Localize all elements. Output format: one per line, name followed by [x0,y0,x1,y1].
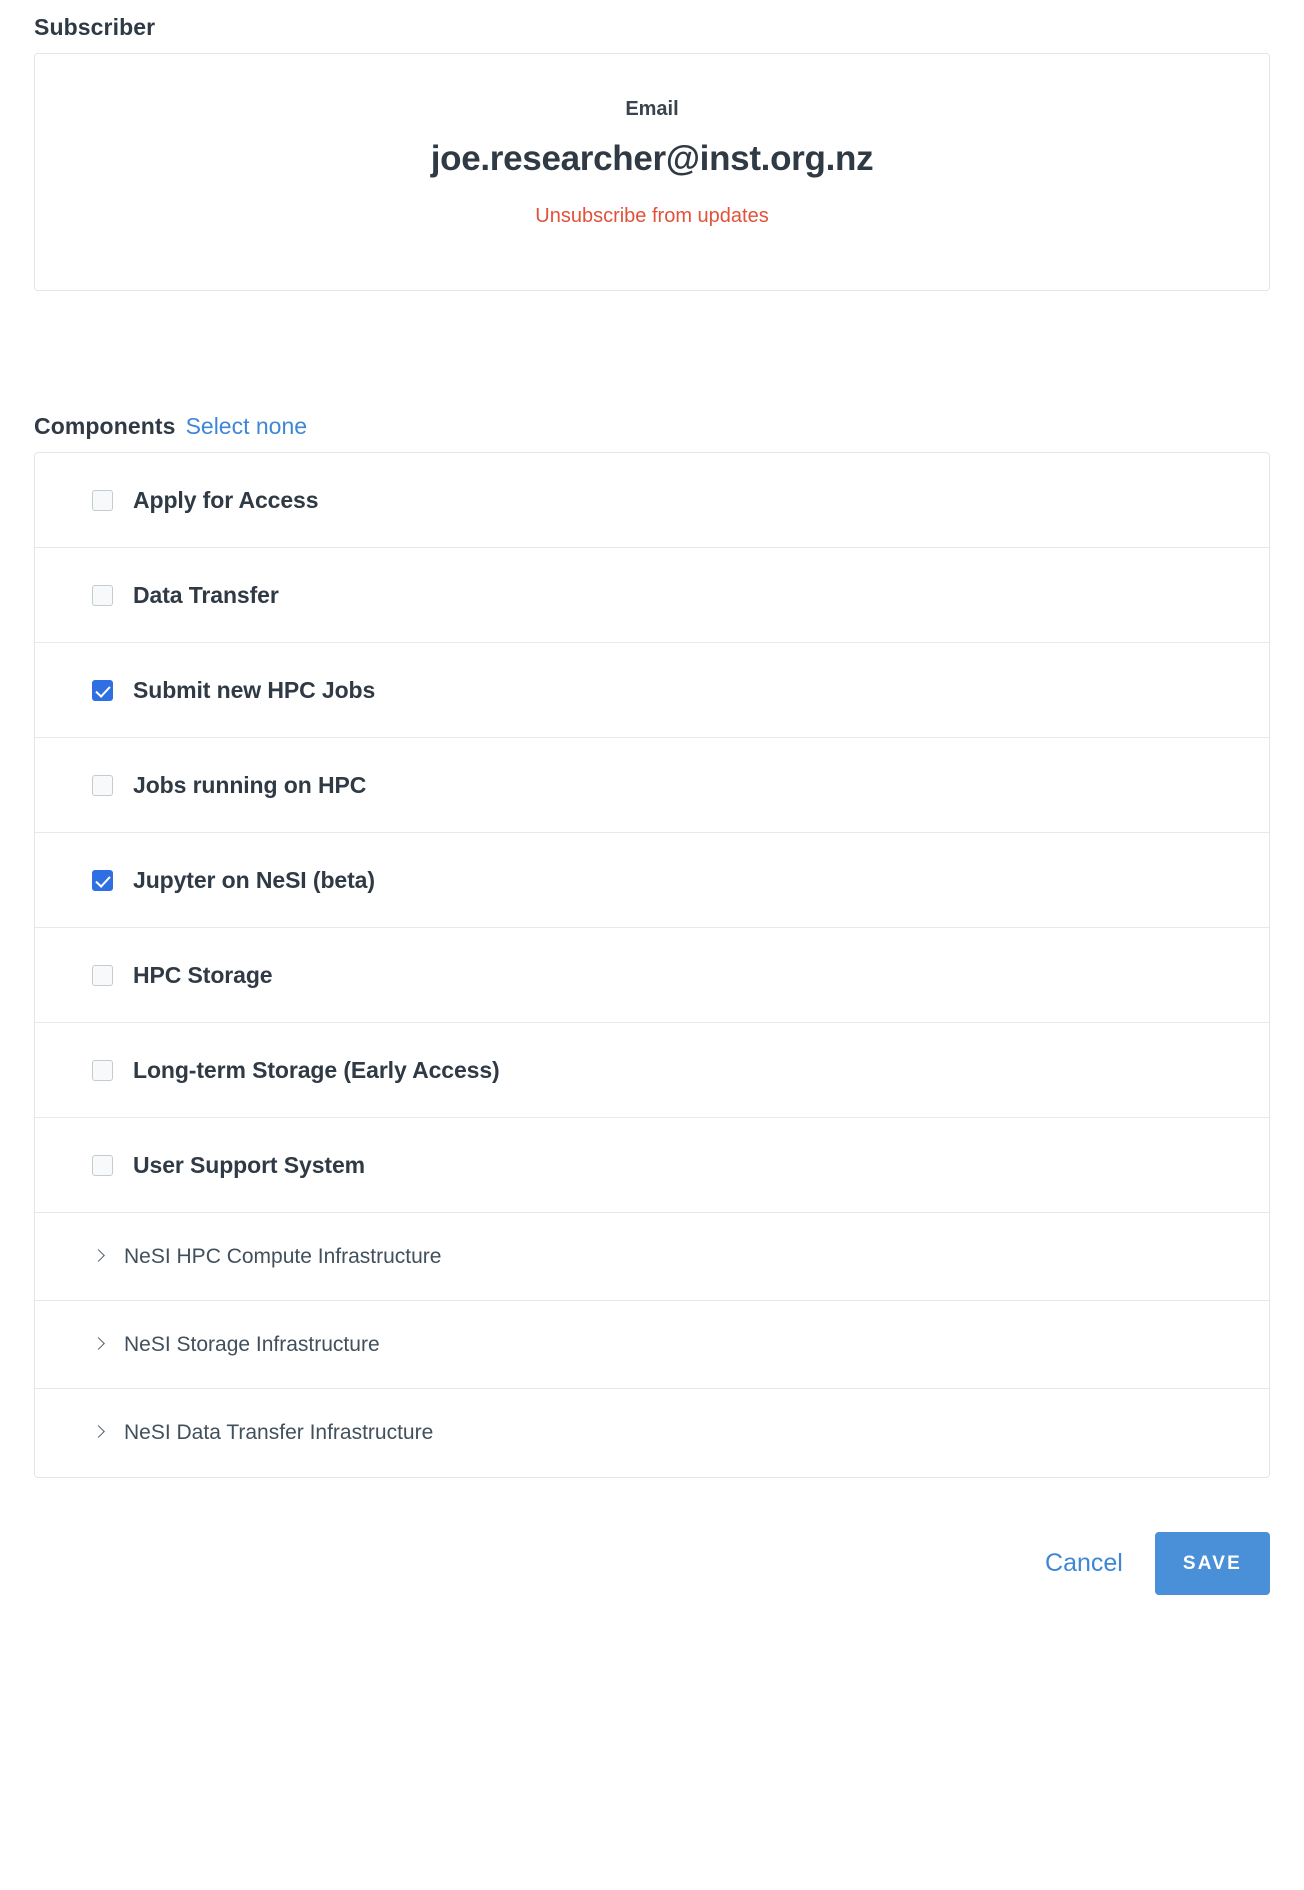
component-group-row[interactable] [35,1389,1269,1477]
chevron-right-icon [92,1250,106,1264]
component-label: Long-term Storage (Early Access) [133,1056,500,1083]
component-checkbox[interactable] [92,585,113,606]
component-row[interactable] [35,453,1269,548]
component-checkbox[interactable] [92,870,113,891]
cancel-button[interactable]: Cancel [1041,1543,1127,1584]
component-label: User Support System [133,1151,365,1178]
email-label: Email [625,98,679,120]
component-group-row[interactable] [35,1301,1269,1389]
subscriber-email-value: joe.researcher@inst.org.nz [430,139,874,178]
component-label: Jobs running on HPC [133,771,367,798]
component-row[interactable] [35,833,1269,928]
chevron-right-icon [92,1426,106,1440]
chevron-right-icon [92,1338,106,1352]
component-group-label: NeSI Storage Infrastructure [124,1332,380,1356]
component-checkbox[interactable] [92,775,113,796]
component-label: Apply for Access [133,486,319,513]
select-none-link[interactable]: Select none [185,413,308,439]
components-header [34,413,1270,440]
component-row[interactable] [35,738,1269,833]
component-label: HPC Storage [133,961,273,988]
component-checkbox[interactable] [92,490,113,511]
component-row[interactable] [35,1118,1269,1213]
component-label: Data Transfer [133,581,279,608]
components-section-title: Components [34,413,176,439]
component-checkbox[interactable] [92,1155,113,1176]
subscriber-section-title: Subscriber [34,14,156,40]
subscription-preferences-page [0,14,1304,1890]
save-button[interactable]: SAVE [1155,1532,1270,1595]
component-row[interactable] [35,548,1269,643]
unsubscribe-link[interactable]: Unsubscribe from updates [535,205,769,227]
components-list [34,452,1270,1478]
component-checkbox[interactable] [92,965,113,986]
component-group-label: NeSI HPC Compute Infrastructure [124,1244,442,1268]
subscriber-card [34,53,1270,291]
component-label: Submit new HPC Jobs [133,676,376,703]
component-row[interactable] [35,1023,1269,1118]
component-row[interactable] [35,928,1269,1023]
component-label: Jupyter on NeSI (beta) [133,866,375,893]
component-row[interactable] [35,643,1269,738]
form-footer [34,1532,1270,1635]
component-checkbox[interactable] [92,680,113,701]
component-checkbox[interactable] [92,1060,113,1081]
component-group-row[interactable] [35,1213,1269,1301]
component-group-label: NeSI Data Transfer Infrastructure [124,1421,434,1444]
